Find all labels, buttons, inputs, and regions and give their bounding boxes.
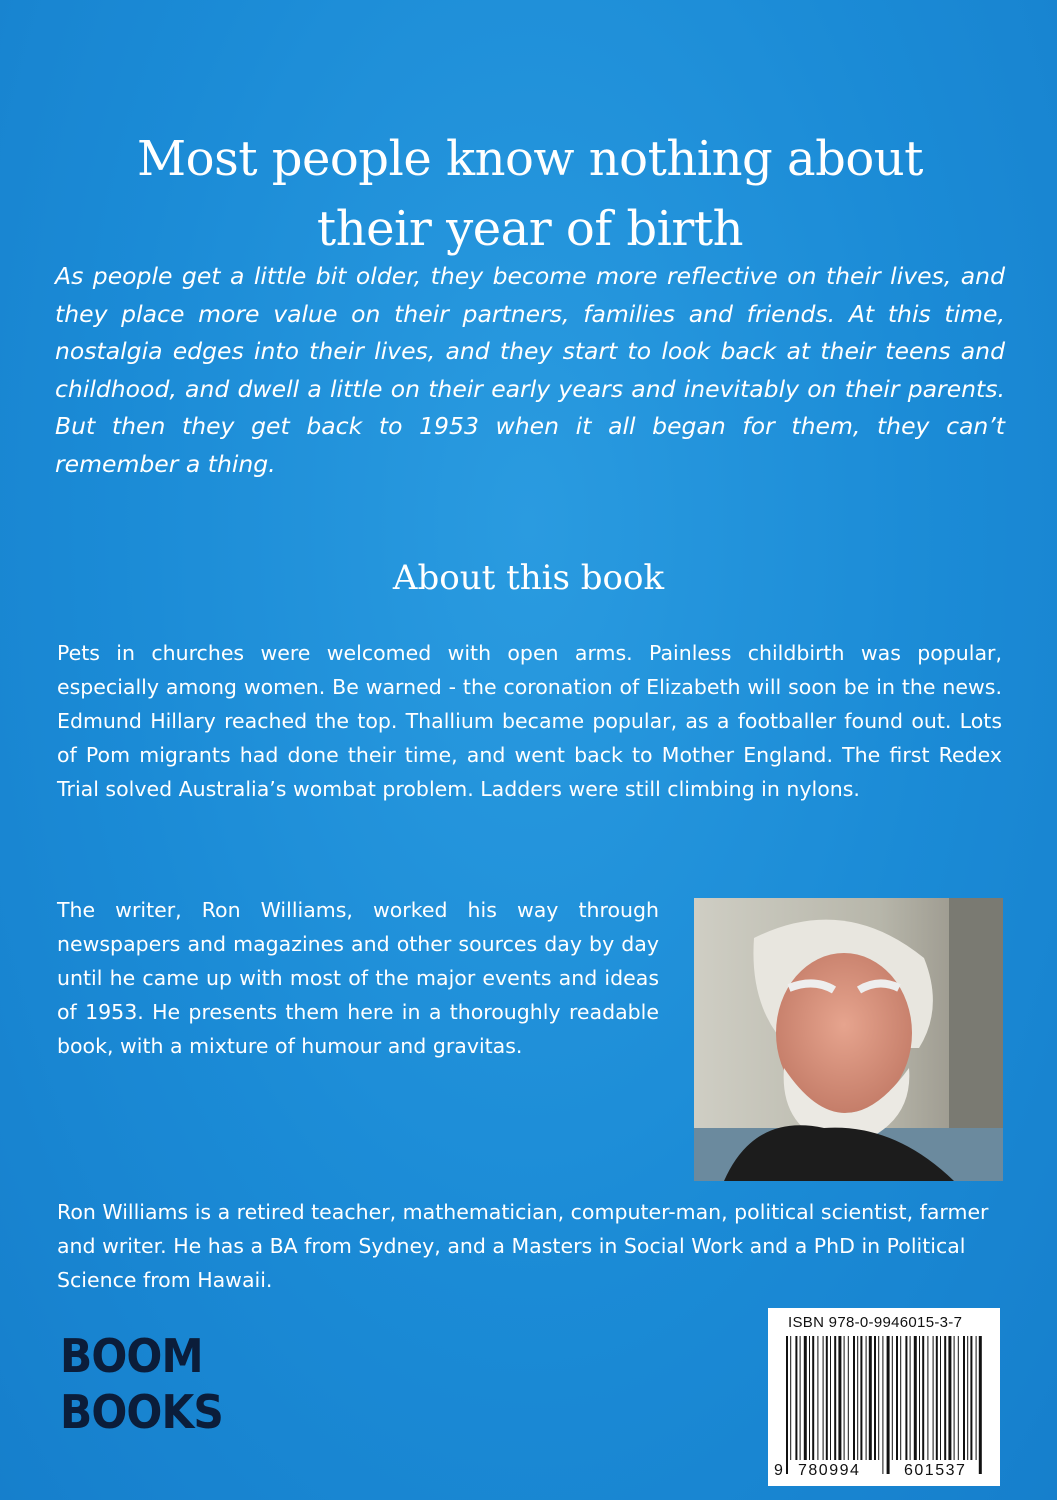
barcode-bar bbox=[804, 1336, 807, 1460]
barcode-bar bbox=[963, 1336, 965, 1460]
about-paragraph-2: The writer, Ron Williams, worked his way through newspapers and magazines and other sources day by day until he came up with most of the major events and ideas of 1953. He presents them here in a thoroughly readable book, with a mixture of humour and gravitas. bbox=[57, 898, 659, 1058]
barcode-bar bbox=[979, 1336, 982, 1474]
author-portrait-image bbox=[694, 898, 1003, 1181]
barcode-bar bbox=[944, 1336, 946, 1460]
barcode-bar bbox=[887, 1336, 890, 1474]
barcode-bar bbox=[905, 1336, 907, 1460]
barcode-bar bbox=[866, 1336, 867, 1460]
barcode-bar bbox=[790, 1336, 791, 1460]
barcode-bar bbox=[817, 1336, 818, 1460]
barcode-bar bbox=[812, 1336, 814, 1460]
barcode-bar bbox=[834, 1336, 836, 1460]
about-paragraph-1: Pets in churches were welcomed with open arms. Painless childbirth was popular, especially among women. Be warned - the coronation of Elizabeth will soon be in the news. Edmund Hillary reached the top. Thallium became popular, as a footballer found out. Lots of Pom migrants had done their time, and went back to Mother England. The first Redex Trial solved Australia’s wombat problem. Ladders were still climbing in nylons. bbox=[57, 641, 1002, 801]
barcode-bar bbox=[910, 1336, 911, 1460]
barcode-bar bbox=[800, 1336, 801, 1460]
barcode-bar bbox=[948, 1336, 951, 1460]
isbn-barcode-box bbox=[768, 1308, 1000, 1486]
barcode-digit-first: 9 bbox=[774, 1462, 785, 1479]
barcode-bar bbox=[795, 1336, 797, 1460]
barcode-bar bbox=[927, 1336, 928, 1460]
barcode-bar bbox=[830, 1336, 831, 1460]
barcode-bar bbox=[844, 1336, 845, 1460]
barcode-bar bbox=[786, 1336, 788, 1474]
barcode-bar bbox=[954, 1336, 955, 1460]
barcode-bar bbox=[940, 1336, 941, 1460]
barcode-digits-right: 601537 bbox=[904, 1462, 967, 1479]
barcode-bar bbox=[853, 1336, 855, 1460]
publisher-logo-line-1: BOOM bbox=[60, 1329, 203, 1383]
barcode-bar bbox=[958, 1336, 959, 1460]
barcode-bar bbox=[936, 1336, 938, 1460]
isbn-label: ISBN 978-0-9946015-3-7 bbox=[788, 1314, 963, 1331]
barcode-digits-left: 780994 bbox=[798, 1462, 861, 1479]
barcode-bar bbox=[919, 1336, 920, 1460]
about-heading: About this book bbox=[392, 558, 665, 598]
barcode-bar bbox=[882, 1336, 883, 1474]
barcode-bar bbox=[922, 1336, 924, 1460]
headline-line-2: their year of birth bbox=[316, 201, 744, 257]
barcode-bar bbox=[869, 1336, 872, 1460]
barcode-bar bbox=[826, 1336, 828, 1460]
barcode-bar bbox=[892, 1336, 893, 1460]
barcode-bar bbox=[914, 1336, 917, 1460]
intro-paragraph: As people get a little bit older, they become more reflective on their lives, and they place more value on their partners, families and friends. At this time, nostalgia edges into their lives, and they start to look back at their teens and childhood, and dwell a little on their early years and inevitably on their parents. But then they get back to 1953 when it all began for them, they can’t remember a thing. bbox=[55, 262, 1005, 478]
author-bio: Ron Williams is a retired teacher, mathematician, computer-man, political scientist, farmer and writer. He has a BA from Sydney, and a Masters in Social Work and a PhD in Political Science from Hawaii. bbox=[57, 1200, 989, 1292]
barcode-bar bbox=[857, 1336, 858, 1460]
barcode-bar bbox=[967, 1336, 968, 1460]
barcode-bar bbox=[933, 1336, 934, 1460]
barcode-bar bbox=[878, 1336, 879, 1460]
barcode-bar bbox=[900, 1336, 901, 1460]
headline-line-1: Most people know nothing about bbox=[137, 131, 923, 187]
barcode-bar bbox=[838, 1336, 841, 1460]
barcode-bar bbox=[874, 1336, 876, 1460]
author-photo bbox=[694, 898, 1003, 1181]
publisher-logo-line-2: BOOKS bbox=[60, 1385, 223, 1439]
barcode-bar bbox=[860, 1336, 862, 1460]
headline bbox=[60, 124, 1000, 264]
publisher-logo bbox=[60, 1328, 223, 1458]
barcode-bar bbox=[848, 1336, 849, 1460]
barcode-bar bbox=[823, 1336, 824, 1460]
barcode-bar bbox=[809, 1336, 810, 1460]
barcode-bar bbox=[976, 1336, 977, 1460]
barcode-bar bbox=[896, 1336, 898, 1460]
barcode-icon bbox=[768, 1308, 1000, 1486]
barcode-bar bbox=[970, 1336, 972, 1460]
